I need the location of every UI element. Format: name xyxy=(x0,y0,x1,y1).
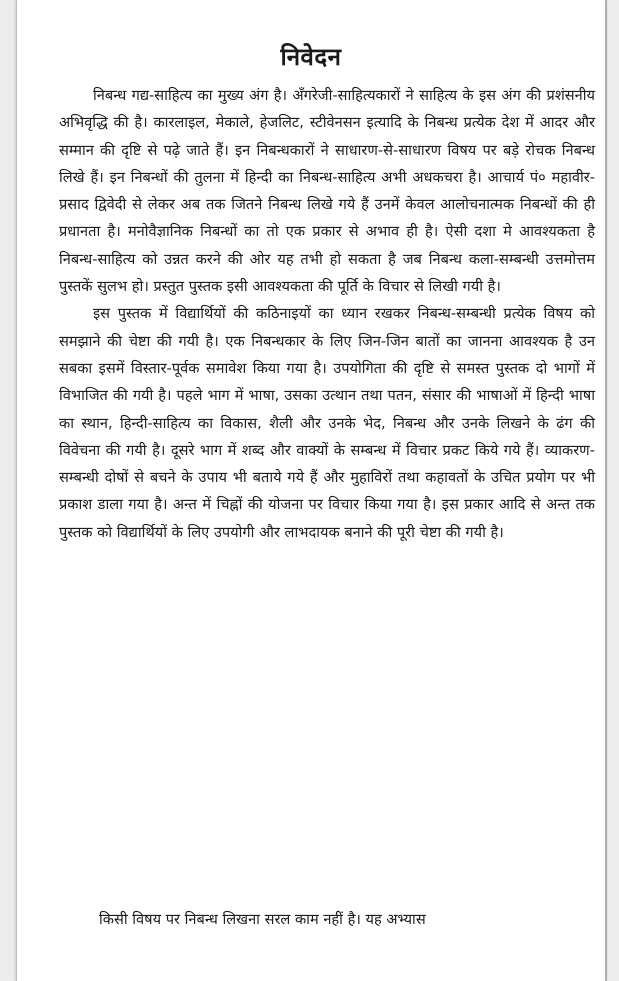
body-text xyxy=(59,82,595,546)
page-edge-left xyxy=(16,0,17,981)
page-title: निवेदन xyxy=(280,43,342,71)
page-edge-right xyxy=(605,0,607,981)
paragraph-3: किसी विषय पर निबन्ध लिखना सरल काम नहीं है। यह अभ्यास xyxy=(99,911,426,928)
paragraph-2: इस पुस्तक में विद्यार्थियों की कठिनाइयों का ध्यान रखकर निबन्ध-सम्बन्धी प्रत्येक विषय को समझाने की चेष्टा की गयी है। एक निबन्धकार के लिए जिन-जिन बातों का जानना आवश्यक है उन सबका इसमें विस्तार-पूर्वक समावेश किया गया है। उपयोगिता की दृष्टि से समस्त पुस्तक दो भागों में विभाजित की गयी है। पहले भाग में भाषा, उसका उत्थान तथा पतन, संसार की भाषाओं में हिन्दी भाषा का स्थान, हिन्दी-साहित्य का विकास, शैली और उनके भेद, निबन्ध और उनके लिखने के ढंग की विवेचना की गयी है। दूसरे भाग में शब्द और वाक्यों के सम्बन्ध में विचार प्रकट किये गये हैं। व्याकरण-सम्बन्धी दोषों से बचने के उपाय भी बताये गये हैं और मुहाविरों तथा कहावतों के उचित प्रयोग पर भी प्रकाश डाला गया है। अन्त में चिह्नों की योजना पर विचार किया गया है। इस प्रकार आदि से अन्त तक पुस्तक को विद्यार्थियों के लिए उपयोगी और लाभदायक बनाने की पूरी चेष्टा की गयी है। xyxy=(59,305,595,541)
scanned-page xyxy=(16,0,606,981)
paragraph-1: निबन्ध गद्य-साहित्य का मुख्य अंग है। अँगरेजी-साहित्यकारों ने साहित्य के इस अंग की प्रशंसनीय अभिवृद्धि की है। कारलाइल, मेकाले, हेजलिट, स्टीवेनसन इत्यादि के निबन्ध प्रत्येक देश में आदर और सम्मान की दृष्टि से पढ़े जाते हैं। इन निबन्धकारों ने साधारण-से-साधारण विषय पर बड़े रोचक निबन्ध लिखे हैं। इन निबन्धों की तुलना में हिन्दी का निबन्ध-साहित्य अभी अधकचरा है। आचार्य पं० महावीर-प्रसाद द्विवेदी से लेकर अब तक जितने निबन्ध लिखे गये हैं उनमें केवल आलोचनात्मक निबन्धों की ही प्रधानता है। मनोवैज्ञानिक निबन्धों का तो एक प्रकार से अभाव ही है। ऐसी दशा मे आवश्यकता है निबन्ध-साहित्य को उन्नत करने की ओर यह तभी हो सकता है जब निबन्ध कला-सम्बन्धी उत्तमोत्तम पुस्तकें सुलभ हो। प्रस्तुत पुस्तक इसी आवश्यकता की पूर्ति के विचार से लिखी गयी है। xyxy=(59,87,595,296)
